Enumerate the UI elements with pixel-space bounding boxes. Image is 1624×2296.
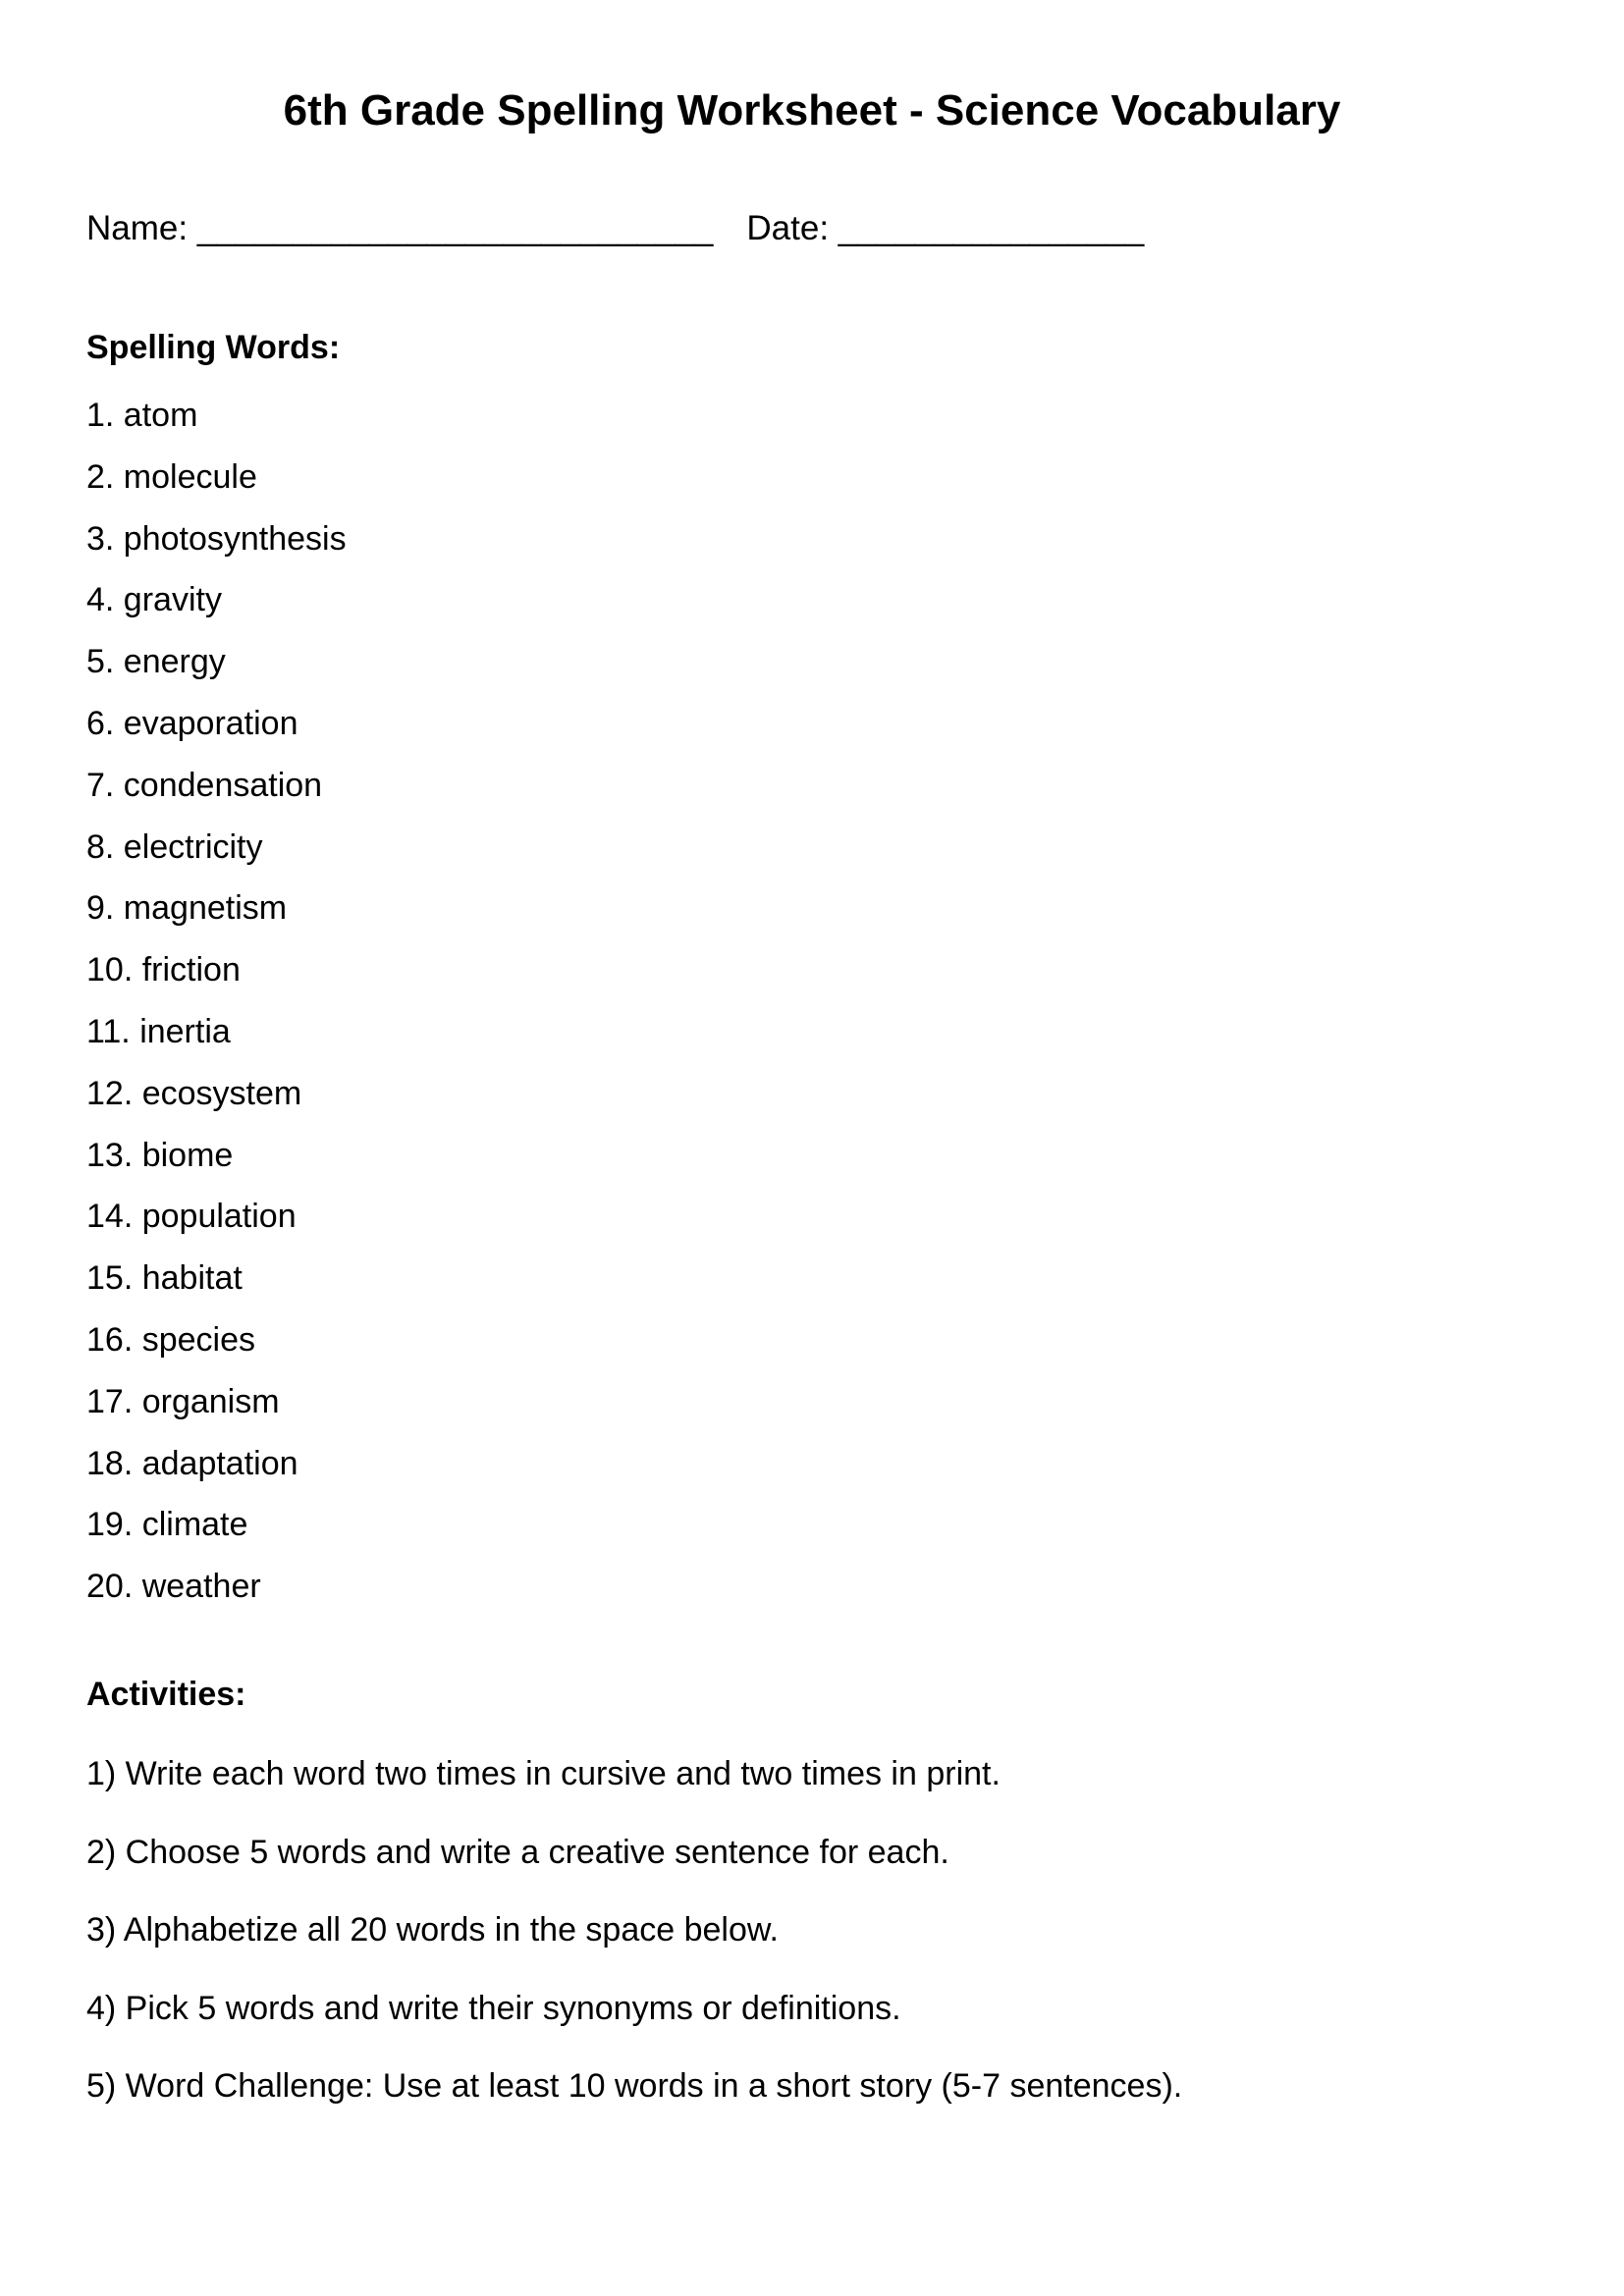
list-item: 6. evaporation (86, 704, 298, 742)
list-item: 2. molecule (86, 457, 257, 496)
list-item: 1. atom (86, 397, 198, 434)
activity-item: 4) Pick 5 words and write their synonyms or definitions. (86, 1989, 901, 2027)
list-item: 9. magnetism (86, 889, 288, 928)
list-item: 18. adaptation (86, 1444, 298, 1482)
name-label: Name: (86, 209, 189, 247)
list-item: 10. friction (86, 951, 241, 989)
list-item: 5. energy (86, 643, 226, 681)
list-item: 17. organism (86, 1382, 280, 1420)
activity-item: 3) Alphabetize all 20 words in the space below. (86, 1911, 780, 1949)
list-item: 4. gravity (86, 581, 222, 619)
list-item: 7. condensation (86, 766, 323, 804)
list-item: 8. electricity (86, 828, 263, 866)
list-item: 16. species (86, 1320, 255, 1359)
activities-heading: Activities: (86, 1676, 246, 1713)
activity-item: 1) Write each word two times in cursive and two times in print. (86, 1755, 1001, 1792)
list-item: 13. biome (86, 1136, 234, 1174)
list-item: 12. ecosystem (86, 1074, 302, 1112)
date-label: Date: (746, 209, 830, 247)
activity-item: 5) Word Challenge: Use at least 10 words in a short story (5-7 sentences). (86, 2067, 1183, 2105)
activity-list (86, 1735, 1182, 2126)
activity-item: 2) Choose 5 words and write a creative sentence for each. (86, 1833, 949, 1871)
worksheet-title: 6th Grade Spelling Worksheet - Science Vocabulary (283, 86, 1341, 134)
list-item: 14. population (86, 1198, 297, 1236)
list-item: 15. habitat (86, 1259, 243, 1298)
list-item: 3. photosynthesis (86, 519, 347, 558)
spelling-word-list (86, 385, 347, 1618)
list-item: 20. weather (86, 1568, 261, 1606)
name-blank: ___________________________ (196, 209, 714, 247)
name-date-line (86, 208, 1144, 249)
date-blank: ________________ (838, 209, 1145, 247)
spelling-words-heading: Spelling Words: (86, 329, 341, 366)
list-item: 19. climate (86, 1506, 248, 1544)
list-item: 11. inertia (86, 1012, 231, 1050)
